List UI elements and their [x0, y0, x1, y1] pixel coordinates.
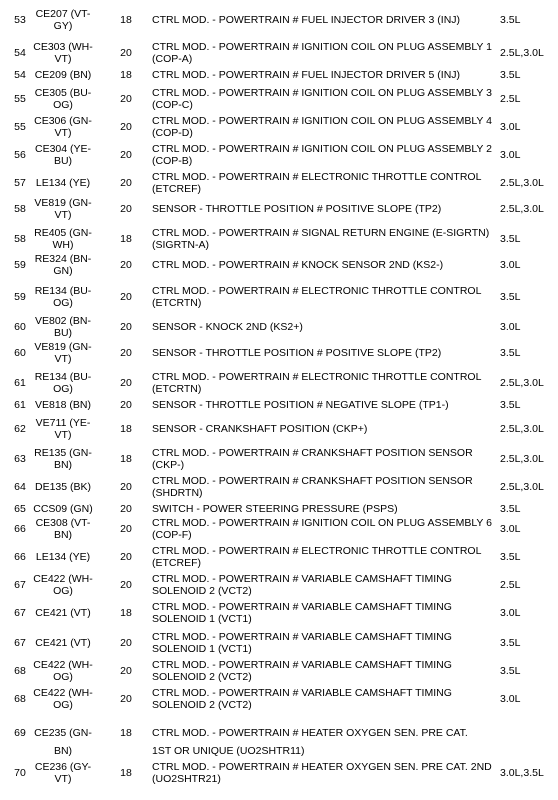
circuit-description: CTRL MOD. - POWERTRAIN # IGNITION COIL ON PLUG ASSEMBLY 2 (COP-B) — [152, 143, 492, 167]
table-row — [0, 474, 558, 500]
table-row — [0, 544, 558, 570]
engine-applicability — [500, 722, 558, 744]
table-row — [0, 284, 558, 310]
circuit-code: VE819 (GN-VT) — [34, 197, 92, 221]
table-row — [0, 314, 558, 340]
circuit-code: CE306 (GN-VT) — [34, 115, 92, 139]
pin-number: 58 — [14, 233, 26, 245]
circuit-description: CTRL MOD. - POWERTRAIN # VARIABLE CAMSHAFT TIMING SOLENOID 2 (VCT2) — [152, 573, 452, 597]
table-row — [0, 114, 558, 140]
engine-applicability: 3.0L — [500, 259, 521, 271]
engine-applicability: 2.5L,3.0L — [500, 453, 544, 465]
wire-gauge: 20 — [120, 481, 132, 493]
circuit-description: SENSOR - THROTTLE POSITION # NEGATIVE SLOPE (TP1-) — [152, 399, 449, 411]
circuit-code: CE421 (VT) — [35, 607, 91, 619]
wire-gauge: 18 — [120, 69, 132, 81]
table-row — [0, 370, 558, 396]
circuit-code: CE236 (GY-VT) — [34, 761, 92, 785]
engine-applicability: 3.5L — [500, 551, 521, 563]
pin-number: 69 — [14, 727, 26, 739]
wire-gauge: 18 — [120, 233, 132, 245]
circuit-description: CTRL MOD. - POWERTRAIN # IGNITION COIL ON PLUG ASSEMBLY 3 (COP-C) — [152, 87, 492, 111]
engine-applicability: 3.0L — [500, 149, 521, 161]
circuit-description: CTRL MOD. - POWERTRAIN # IGNITION COIL ON PLUG ASSEMBLY 1 (COP-A) — [152, 41, 492, 65]
circuit-description: CTRL MOD. - POWERTRAIN # ELECTRONIC THROTTLE CONTROL (ETCREF) — [152, 171, 482, 195]
pin-number: 66 — [14, 523, 26, 535]
circuit-code: VE818 (BN) — [34, 399, 92, 411]
circuit-description: 1ST OR UNIQUE (UO2SHTR11) — [152, 745, 305, 757]
circuit-code: RE134 (BU-OG) — [34, 285, 92, 309]
engine-applicability: 3.0L — [500, 523, 521, 535]
engine-applicability: 3.0L,3.5L — [500, 767, 544, 779]
wire-gauge: 20 — [120, 523, 132, 535]
circuit-code: BN) — [53, 745, 73, 757]
circuit-code: RE324 (BN-GN) — [34, 253, 92, 277]
engine-applicability: 3.5L — [500, 637, 521, 649]
table-row — [0, 502, 558, 516]
pin-number: 53 — [14, 14, 26, 26]
engine-applicability: 3.5L — [500, 347, 521, 359]
engine-applicability: 3.5L — [500, 665, 521, 677]
circuit-description: CTRL MOD. - POWERTRAIN # VARIABLE CAMSHAFT TIMING SOLENOID 1 (VCT1) — [152, 601, 452, 625]
pin-number: 62 — [14, 423, 26, 435]
wire-gauge: 20 — [120, 93, 132, 105]
pin-number: 67 — [14, 579, 26, 591]
table-row — [0, 341, 558, 365]
table-row — [0, 658, 558, 684]
circuit-description: CTRL MOD. - POWERTRAIN # KNOCK SENSOR 2ND (KS2-) — [152, 259, 444, 271]
table-row — [0, 8, 558, 32]
wire-gauge: 20 — [120, 121, 132, 133]
circuit-code: CE304 (YE-BU) — [34, 143, 92, 167]
wire-gauge: 18 — [120, 14, 132, 26]
pin-number: 59 — [14, 291, 26, 303]
wire-gauge: 20 — [120, 259, 132, 271]
wire-gauge: 20 — [120, 665, 132, 677]
circuit-description: CTRL MOD. - POWERTRAIN # CRANKSHAFT POSITION SENSOR (SHDRTN) — [152, 475, 473, 499]
pin-number: 58 — [14, 203, 26, 215]
pin-number: 67 — [14, 637, 26, 649]
table-row — [0, 572, 558, 598]
circuit-code: RE134 (BU-OG) — [34, 371, 92, 395]
table-row — [0, 600, 558, 626]
pin-number: 68 — [14, 665, 26, 677]
circuit-description: CTRL MOD. - POWERTRAIN # HEATER OXYGEN SEN. PRE CAT. — [152, 727, 468, 739]
engine-applicability: 3.0L — [500, 321, 521, 333]
circuit-description: CTRL MOD. - POWERTRAIN # FUEL INJECTOR DRIVER 3 (INJ) — [152, 14, 461, 26]
wire-gauge: 20 — [120, 503, 132, 515]
pin-number — [6, 744, 34, 758]
pin-number: 67 — [14, 607, 26, 619]
circuit-code: CE303 (WH-VT) — [33, 41, 93, 65]
circuit-description: CTRL MOD. - POWERTRAIN # FUEL INJECTOR DRIVER 5 (INJ) — [152, 69, 461, 81]
circuit-code: VE711 (YE-VT) — [35, 417, 91, 441]
table-row — [0, 418, 558, 440]
engine-applicability: 2.5L,3.0L — [500, 481, 544, 493]
circuit-code: CE235 (GN- — [34, 727, 92, 739]
engine-applicability: 3.0L — [500, 693, 521, 705]
engine-applicability: 3.5L — [500, 503, 521, 515]
engine-applicability: 3.5L — [500, 233, 521, 245]
circuit-description: SWITCH - POWER STEERING PRESSURE (PSPS) — [152, 503, 398, 515]
circuit-code: DE135 (BK) — [34, 481, 92, 493]
circuit-description: CTRL MOD. - POWERTRAIN # VARIABLE CAMSHAFT TIMING SOLENOID 1 (VCT1) — [152, 631, 452, 655]
table-row — [0, 142, 558, 168]
pin-number: 66 — [14, 551, 26, 563]
table-row — [0, 253, 558, 277]
circuit-description: SENSOR - KNOCK 2ND (KS2+) — [152, 321, 303, 333]
circuit-description: SENSOR - THROTTLE POSITION # POSITIVE SLOPE (TP2) — [152, 203, 442, 215]
circuit-code: CE209 (BN) — [34, 69, 92, 81]
table-row — [0, 446, 558, 472]
wire-gauge: 20 — [120, 177, 132, 189]
engine-applicability: 2.5L,3.0L — [500, 47, 544, 59]
circuit-code: CE422 (WH-OG) — [33, 659, 93, 683]
circuit-code: CE422 (WH-OG) — [33, 573, 93, 597]
table-row — [0, 40, 558, 66]
circuit-code: LE134 (YE) — [35, 177, 91, 189]
wire-gauge: 20 — [120, 693, 132, 705]
circuit-code: RE135 (GN-BN) — [34, 447, 92, 471]
circuit-description: CTRL MOD. - POWERTRAIN # SIGNAL RETURN ENGINE (E-SIGRTN) (SIGRTN-A) — [152, 227, 490, 251]
wire-gauge: 20 — [120, 377, 132, 389]
circuit-description: CTRL MOD. - POWERTRAIN # CRANKSHAFT POSITION SENSOR (CKP-) — [152, 447, 473, 471]
table-row — [0, 760, 558, 786]
circuit-description: CTRL MOD. - POWERTRAIN # ELECTRONIC THROTTLE CONTROL (ETCREF) — [152, 545, 482, 569]
pin-number: 61 — [14, 377, 26, 389]
engine-applicability: 3.0L — [500, 121, 521, 133]
circuit-code: CE207 (VT-GY) — [35, 8, 91, 32]
circuit-description: CTRL MOD. - POWERTRAIN # ELECTRONIC THROTTLE CONTROL (ETCRTN) — [152, 371, 482, 395]
wire-gauge — [112, 744, 140, 758]
circuit-description: SENSOR - CRANKSHAFT POSITION (CKP+) — [152, 423, 368, 435]
table-row — [0, 630, 558, 656]
circuit-code: CCS09 (GN) — [33, 503, 93, 515]
table-row — [0, 197, 558, 221]
wire-gauge: 18 — [120, 767, 132, 779]
wire-gauge: 20 — [120, 399, 132, 411]
wire-gauge: 20 — [120, 47, 132, 59]
wire-gauge: 18 — [120, 453, 132, 465]
wire-gauge: 18 — [120, 607, 132, 619]
table-row — [0, 68, 558, 82]
table-row — [0, 744, 558, 758]
engine-applicability: 3.5L — [500, 14, 521, 26]
engine-applicability: 2.5L,3.0L — [500, 203, 544, 215]
table-row — [0, 170, 558, 196]
circuit-code: LE134 (YE) — [35, 551, 91, 563]
circuit-description: CTRL MOD. - POWERTRAIN # ELECTRONIC THROTTLE CONTROL (ETCRTN) — [152, 285, 482, 309]
circuit-code: CE422 (WH-OG) — [33, 687, 93, 711]
engine-applicability: 3.5L — [500, 399, 521, 411]
table-row — [0, 226, 558, 252]
pin-number: 54 — [14, 47, 26, 59]
pin-number: 60 — [14, 347, 26, 359]
engine-applicability: 2.5L — [500, 93, 521, 105]
table-row — [0, 722, 558, 744]
engine-applicability — [500, 744, 558, 758]
engine-applicability: 3.5L — [500, 69, 521, 81]
circuit-description: CTRL MOD. - POWERTRAIN # IGNITION COIL ON PLUG ASSEMBLY 6 (COP-F) — [152, 517, 492, 541]
wire-gauge: 18 — [120, 423, 132, 435]
engine-applicability: 3.0L — [500, 607, 521, 619]
table-row — [0, 686, 558, 712]
circuit-code: VE802 (BN-BU) — [34, 315, 92, 339]
pin-number: 63 — [14, 453, 26, 465]
pin-number: 55 — [14, 121, 26, 133]
wire-gauge: 20 — [120, 637, 132, 649]
pin-number: 61 — [14, 399, 26, 411]
circuit-description: CTRL MOD. - POWERTRAIN # VARIABLE CAMSHAFT TIMING SOLENOID 2 (VCT2) — [152, 659, 452, 683]
table-row — [0, 516, 558, 542]
circuit-description: CTRL MOD. - POWERTRAIN # IGNITION COIL ON PLUG ASSEMBLY 4 (COP-D) — [152, 115, 492, 139]
circuit-description: CTRL MOD. - POWERTRAIN # VARIABLE CAMSHAFT TIMING SOLENOID 2 (VCT2) — [152, 687, 452, 711]
wire-gauge: 20 — [120, 321, 132, 333]
wire-gauge: 20 — [120, 203, 132, 215]
wire-gauge: 20 — [120, 149, 132, 161]
pin-number: 70 — [14, 767, 26, 779]
engine-applicability: 2.5L — [500, 579, 521, 591]
pin-number: 60 — [14, 321, 26, 333]
wire-gauge: 20 — [120, 291, 132, 303]
pin-number: 65 — [14, 503, 26, 515]
pin-number: 57 — [14, 177, 26, 189]
wire-gauge: 20 — [120, 551, 132, 563]
pin-number: 56 — [14, 149, 26, 161]
circuit-description: CTRL MOD. - POWERTRAIN # HEATER OXYGEN SEN. PRE CAT. 2ND (UO2SHTR21) — [152, 761, 492, 785]
table-row — [0, 398, 558, 412]
circuit-code: CE421 (VT) — [35, 637, 91, 649]
circuit-code: RE405 (GN-WH) — [34, 227, 92, 251]
table-row — [0, 86, 558, 112]
pin-number: 59 — [14, 259, 26, 271]
pin-number: 68 — [14, 693, 26, 705]
circuit-code: CE305 (BU-OG) — [34, 87, 92, 111]
circuit-code: VE819 (GN-VT) — [34, 341, 92, 365]
wire-gauge: 20 — [120, 579, 132, 591]
pin-number: 54 — [14, 69, 26, 81]
engine-applicability: 2.5L,3.0L — [500, 177, 544, 189]
engine-applicability: 2.5L,3.0L — [500, 423, 544, 435]
wire-gauge: 20 — [120, 347, 132, 359]
engine-applicability: 2.5L,3.0L — [500, 377, 544, 389]
wire-gauge: 18 — [120, 727, 132, 739]
pin-number: 64 — [14, 481, 26, 493]
circuit-code: CE308 (VT-BN) — [35, 517, 91, 541]
engine-applicability: 3.5L — [500, 291, 521, 303]
circuit-description: SENSOR - THROTTLE POSITION # POSITIVE SLOPE (TP2) — [152, 347, 442, 359]
pin-number: 55 — [14, 93, 26, 105]
